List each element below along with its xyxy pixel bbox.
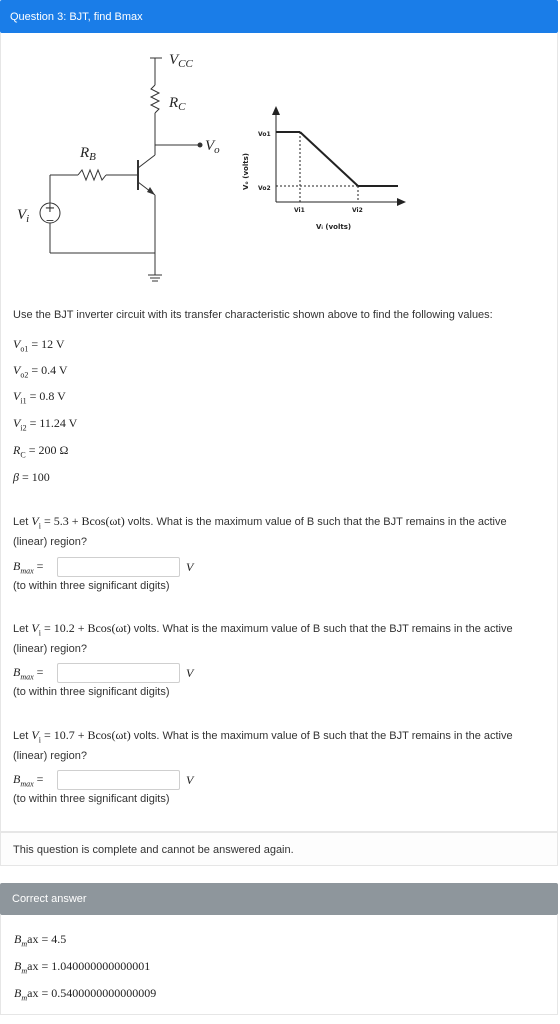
part2-answer-label: $B_{max}$ =: [13, 664, 44, 682]
part3-unit: V: [186, 772, 194, 787]
transfer-characteristic-graph: [228, 98, 418, 243]
intro-text: Use the BJT inverter circuit with its transfer characteristic shown above to find the following values:: [13, 309, 493, 321]
part3-answer-row: [13, 769, 193, 791]
value-vi2: $V_{i2} = 11.24$ V: [13, 416, 78, 433]
vcc-label-sub: CC: [178, 58, 193, 70]
rb-label-sub: B: [89, 151, 96, 163]
value-vo1: $V_{o1} = 12$ V: [13, 337, 65, 354]
correct-answer-2: $B_max = 1.040000000000001$: [14, 959, 151, 976]
svg-text:−: −: [45, 214, 55, 227]
part3-prompt: Let $V_i = 10.7 + Bcos(\omega t)$ volts. What is the maximum value of B such that the BJT remains in the active (linear) region?: [13, 728, 513, 763]
part3-answer-input[interactable]: [57, 770, 180, 790]
svg-text:Vi: [17, 207, 29, 225]
correct-answer-3: $B_max = 0.5400000000000009$: [14, 986, 157, 1003]
part1-hint: (to within three significant digits): [13, 580, 170, 592]
rb-label: R: [80, 145, 90, 161]
graph-vo2-label: Vo2: [258, 185, 271, 192]
svg-text:RC: [168, 95, 186, 113]
correct-answer-title: Correct answer: [12, 893, 87, 905]
part2-unit: V: [186, 665, 194, 680]
part2-answer-input[interactable]: [57, 663, 180, 683]
completion-notice: [0, 832, 558, 866]
vi-label-sub: i: [26, 213, 30, 225]
part2-answer-row: [13, 662, 193, 684]
vcc-label: V: [169, 52, 179, 68]
vo-label-sub: o: [214, 144, 220, 156]
svg-text:RB: [79, 145, 96, 163]
part2-prompt: Let $V_i = 10.2 + Bcos(\omega t)$ volts. What is the maximum value of B such that the BJT remains in the active (linear) region?: [13, 621, 513, 656]
svg-text:VCC: [169, 52, 194, 70]
part2-hint: (to within three significant digits): [13, 686, 170, 698]
correct-answer-header: [0, 883, 558, 915]
graph-vi1-label: Vi1: [294, 207, 305, 214]
graph-y-axis-label: Vₒ (volts): [242, 153, 250, 190]
value-rc: $R_C = 200$ Ω: [13, 443, 69, 460]
part1-answer-row: [13, 556, 193, 578]
vo-label: V: [205, 138, 215, 154]
part1-prompt: Let $V_i = 5.3 + Bcos(\omega t)$ volts. What is the maximum value of B such that the BJT remains in the active (linear) region?: [13, 514, 507, 549]
part1-answer-label: $B_{max}$ =: [13, 558, 44, 576]
value-vi1: $V_{i1} = 0.8$ V: [13, 389, 66, 406]
rc-label-sub: C: [178, 101, 186, 113]
part1-answer-input[interactable]: [57, 557, 180, 577]
graph-vo1-label: Vo1: [258, 131, 271, 138]
question-title: Question 3: BJT, find Bmax: [10, 11, 143, 23]
question-header: [0, 0, 558, 33]
value-beta: β = 100: [13, 470, 50, 484]
part3-hint: (to within three significant digits): [13, 793, 170, 805]
correct-answer-1: $B_max = 4.5$: [14, 932, 67, 949]
completion-text: This question is complete and cannot be answered again.: [13, 844, 294, 856]
vi-label: V: [17, 207, 27, 223]
bjt-circuit-diagram: [0, 38, 220, 288]
part3-answer-label: $B_{max}$ =: [13, 771, 44, 789]
graph-x-axis-label: Vᵢ (volts): [316, 223, 352, 231]
part1-unit: V: [186, 559, 194, 574]
svg-text:Vo: [205, 138, 220, 156]
svg-text:+: +: [44, 201, 56, 216]
graph-vi2-label: Vi2: [352, 207, 363, 214]
value-vo2: $V_{o2} = 0.4$ V: [13, 363, 68, 380]
rc-label: R: [169, 95, 179, 111]
